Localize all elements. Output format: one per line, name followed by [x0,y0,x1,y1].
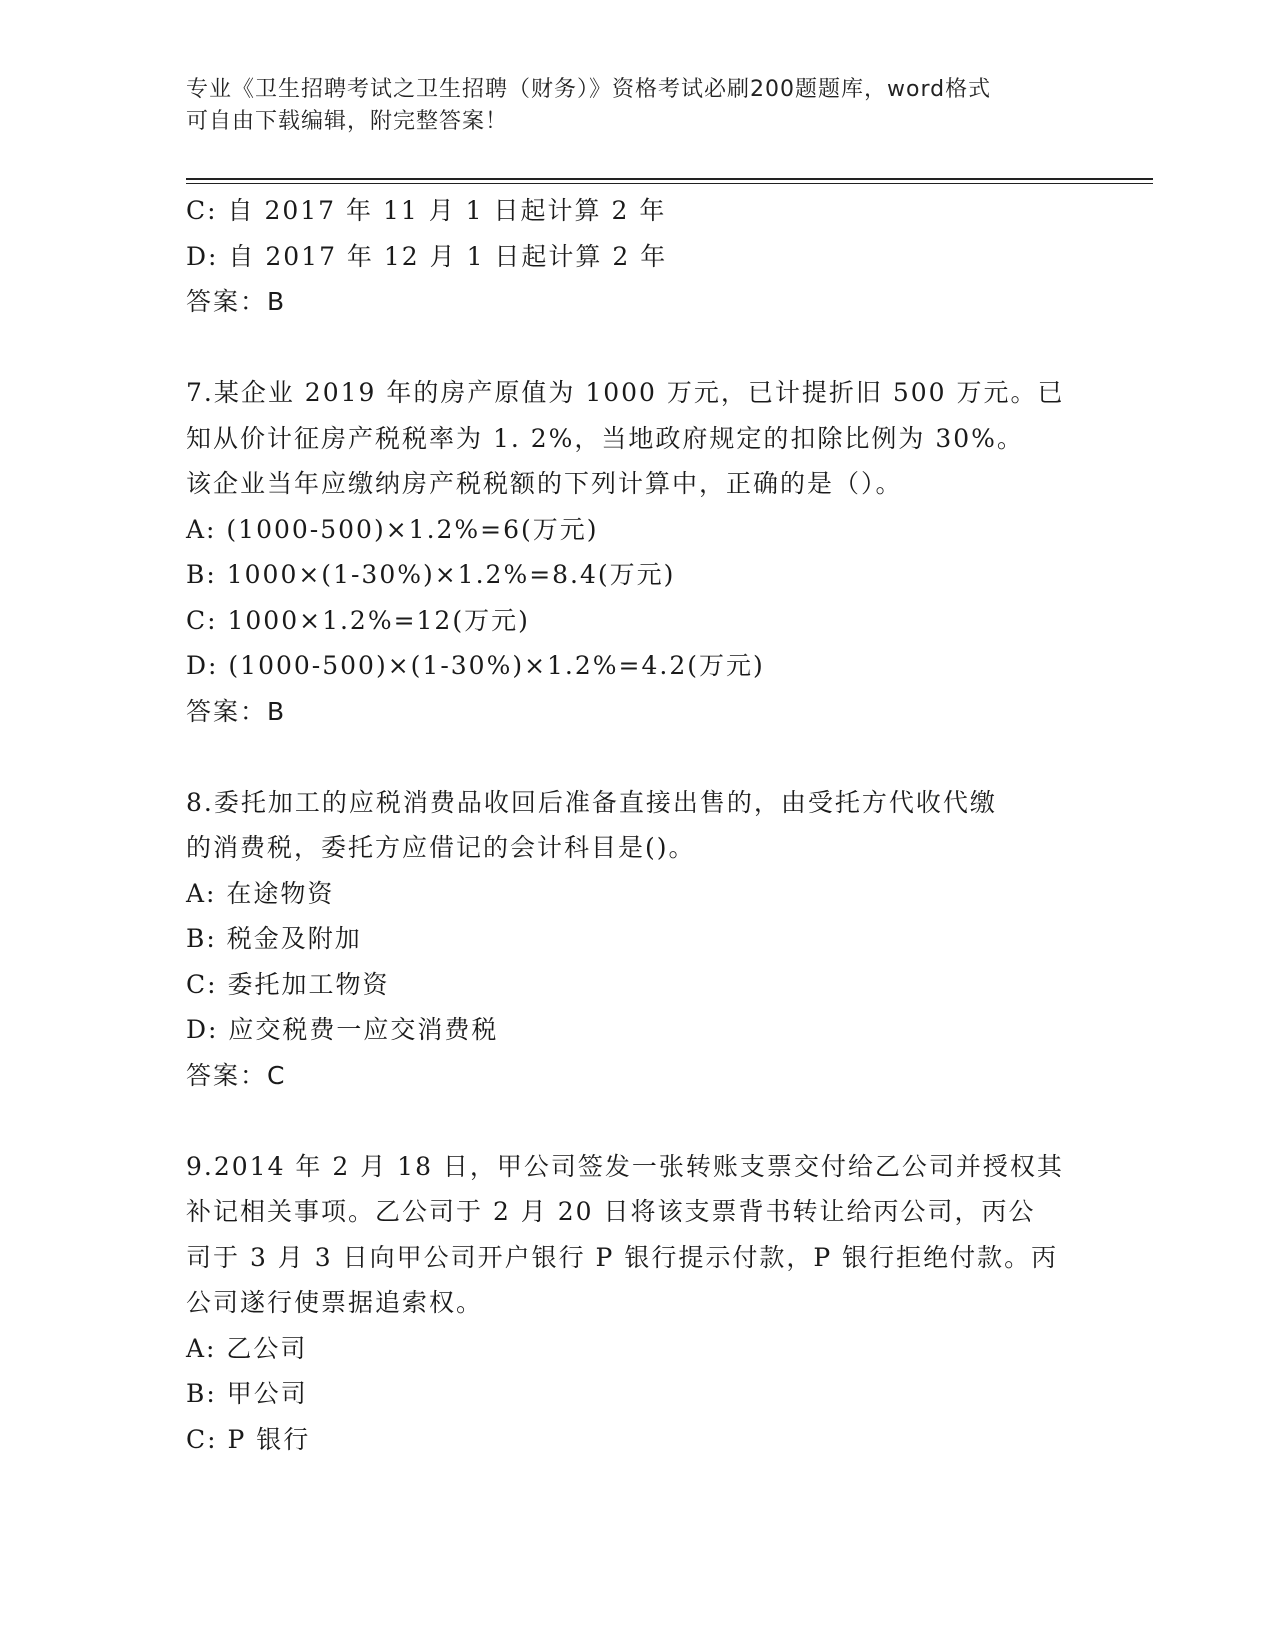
question-7 [186,370,1086,734]
question-stem-line: 的消费税，委托方应借记的会计科目是()。 [186,833,696,862]
option-c: C: 1000×1.2%=12(万元) [186,605,530,635]
question-stem-line: 该企业当年应缴纳房产税税额的下列计算中，正确的是（）。 [186,469,903,498]
option-b: B: 税金及附加 [186,924,362,953]
option-a: A: 乙公司 [186,1333,308,1363]
option-c: C: 委托加工物资 [186,969,390,999]
spacer [186,325,1086,371]
header-divider-thin [186,183,1153,184]
question-6-partial [186,188,1086,325]
option-a: A: 在途物资 [186,878,335,908]
document-header [186,74,1066,138]
option-b: B: 甲公司 [186,1379,308,1408]
question-9 [186,1144,1086,1463]
question-stem-line: 知从价计征房产税税率为 1. 2%，当地政府规定的扣除比例为 30%。 [186,423,1024,453]
question-stem-line: 8.委托加工的应税消费品收回后准备直接出售的，由受托方代收代缴 [186,787,997,817]
option-a: A: (1000-500)×1.2%=6(万元) [186,514,599,544]
option-c: C: P 银行 [186,1424,311,1454]
answer-line: 答案：C [186,1060,287,1090]
header-line-2: 可自由下载编辑，附完整答案！ [186,109,509,134]
spacer [186,734,1086,780]
option-d: D: 自 2017 年 12 月 1 日起计算 2 年 [186,241,668,271]
option-d: D: (1000-500)×(1-30%)×1.2%=4.2(万元) [186,651,765,680]
question-stem-line: 司于 3 月 3 日向甲公司开户银行 P 银行提示付款，P 银行拒绝付款。丙 [186,1242,1059,1272]
header-line-1: 专业《卫生招聘考试之卫生招聘（财务）》资格考试必刷200题题库，word格式 [186,77,992,102]
spacer [186,1098,1086,1144]
header-divider-thick [186,178,1153,180]
option-d: D: 应交税费一应交消费税 [186,1015,499,1044]
answer-line: 答案：B [186,287,287,316]
question-8 [186,780,1086,1099]
question-stem-line: 9.2014 年 2 月 18 日，甲公司签发一张转账支票交付给乙公司并授权其 [186,1151,1064,1181]
answer-line: 答案：B [186,696,287,726]
question-stem-line: 7.某企业 2019 年的房产原值为 1000 万元，已计提折旧 500 万元。已 [186,378,1065,407]
option-c: C: 自 2017 年 11 月 1 日起计算 2 年 [186,196,667,225]
question-stem-line: 补记相关事项。乙公司于 2 月 20 日将该支票背书转让给丙公司，丙公 [186,1197,1036,1226]
question-stem-line: 公司遂行使票据追索权。 [186,1288,484,1317]
document-body [186,188,1086,1462]
option-b: B: 1000×(1-30%)×1.2%=8.4(万元) [186,560,676,589]
